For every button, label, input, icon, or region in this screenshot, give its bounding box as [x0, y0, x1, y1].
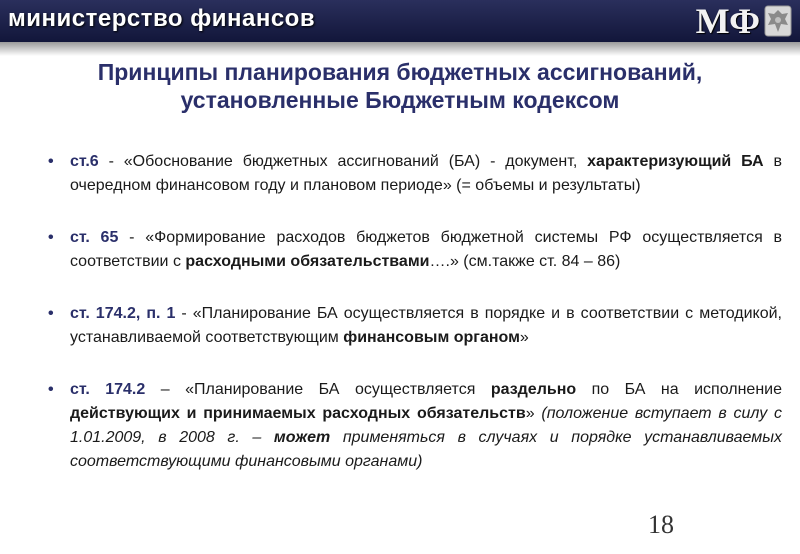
- eagle-emblem-icon: [764, 5, 792, 37]
- bullet-text: по БА на исполнение: [576, 381, 782, 398]
- bullet-text: »: [519, 329, 529, 346]
- bullet-item-4: [48, 378, 782, 474]
- bullet-text: ….» (см.также ст. 84 – 86): [429, 253, 621, 270]
- bullet-dot: •: [48, 381, 54, 398]
- ministry-logo: [696, 2, 792, 40]
- title-line-1: Принципы планирования бюджетных ассигнований,: [97, 59, 703, 85]
- header-bar: [0, 0, 800, 42]
- page-number: 18: [648, 510, 674, 539]
- bullet-text: - «Обоснование бюджетных ассигнований (БА) - документ,: [98, 153, 588, 170]
- bullet-item-1: [48, 150, 782, 198]
- bullet-list: [48, 150, 782, 502]
- bullet-dot: •: [48, 153, 54, 170]
- article-ref: ст. 174.2, п. 1: [70, 305, 176, 322]
- bullet-bold: финансовым органом: [343, 329, 520, 346]
- article-ref: ст. 65: [70, 229, 119, 246]
- bullet-bold: расходными обязательствами: [185, 253, 430, 270]
- bullet-italic: применяться в случаях и порядке устанавливаемых соответствующими финансовыми органами): [70, 429, 783, 470]
- bullet-item-3: [48, 302, 782, 350]
- bullet-bold: характеризующий БА: [587, 153, 764, 170]
- bullet-text: »: [525, 405, 542, 422]
- logo-text: МФ: [695, 1, 760, 41]
- org-name: министерство финансов: [8, 5, 316, 32]
- article-ref: ст.6: [70, 153, 99, 170]
- bullet-bold: действующих и принимаемых расходных обязательств: [70, 405, 526, 422]
- bullet-text: – «Планирование БА осуществляется: [145, 381, 491, 398]
- bullet-bold: раздельно: [490, 381, 577, 398]
- header-shadow: [0, 42, 800, 56]
- bullet-dot: •: [48, 305, 54, 322]
- bullet-dot: •: [48, 229, 54, 246]
- bullet-italic: (положение вступает в силу с 1.01.2009, в 2008 г. –: [70, 405, 783, 446]
- slide-title: [40, 58, 760, 114]
- bullet-text: - «Планирование БА осуществляется в порядке и в соответствии с методикой, устанавливаемой соответствующим: [70, 305, 782, 346]
- title-line-2: установленные Бюджетным кодексом: [180, 87, 620, 113]
- article-ref: ст. 174.2: [70, 381, 146, 398]
- bullet-item-2: [48, 226, 782, 274]
- bullet-bold-italic: может: [273, 429, 331, 446]
- bullet-text: в очередном финансовом году и плановом периоде» (= объемы и результаты): [70, 153, 782, 194]
- bullet-text: - «Формирование расходов бюджетов бюджетной системы РФ осуществляется в соответствии с: [70, 229, 783, 270]
